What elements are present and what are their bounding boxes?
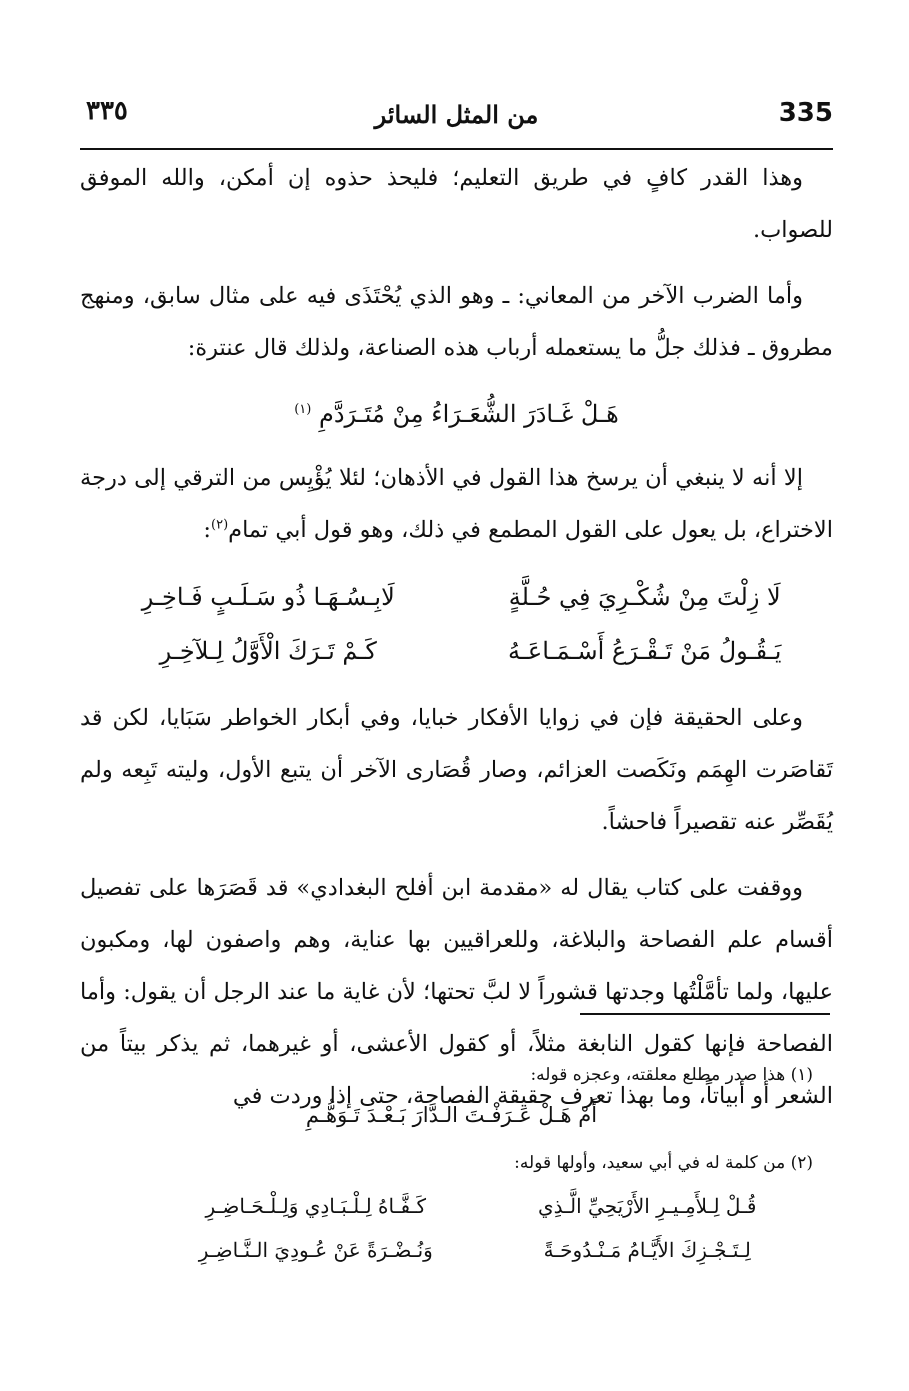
verse-line bbox=[150, 1228, 813, 1272]
paragraph-2: وأما الضرب الآخر من المعاني: ـ وهو الذي يُحْتَذَى فيه على مثال سابق، ومنهج مطروق ـ فذلك جلُّ ما يستعمله أرباب هذه الصناعة، ولذلك قال عنترة: bbox=[80, 283, 833, 361]
paragraph-5: ووقفت على كتاب يقال له «مقدمة ابن أفلح البغدادي» قد قَصَرَها على تفصيل أقسام علم الفصاحة والبلاغة، وللعراقيين بها عناية، وهم واصفون لها، ومكبون عليها، ولما تأمَّلْتُها وجدتها قشوراً لا لبَّ تحتها؛ لأن غاية ما عند الرجل أن يقول: وأما الفصاحة فإنها كقول النابغة مثلاً، أو كقول الأعشى، أو غيرهما، ثم يذكر بيتاً من الشعر أو أبياتاً، وما بهذا تعرف حقيقة الفصاحة، حتى إذا وردت في bbox=[80, 875, 833, 1109]
main-text bbox=[80, 152, 833, 1136]
verse-hemistich-second: كَـفَّـاهُ لِـلْـبَـادِي وَلِـلْـحَـاضِـرِ bbox=[205, 1194, 426, 1218]
verse-antara-text: هَـلْ غَـادَرَ الشُّعَـرَاءُ مِنْ مُتَـرَدَّمِ bbox=[318, 400, 619, 428]
paragraph-3-text: إلا أنه لا ينبغي أن يرسخ هذا القول في الأذهان؛ لئلا يُؤْيِس من الترقي إلى درجة الاختراع، بل يعول على القول المطمع في ذلك، وهو قول أبي تمام bbox=[80, 465, 833, 543]
verse-hemistich-first: لَا زِلْتَ مِنْ شُكْـرِيَ فِي حُـلَّةٍ bbox=[508, 583, 781, 611]
page-number-arabic: ٣٣٥ bbox=[86, 96, 128, 126]
paragraph-1: وهذا القدر كافٍ في طريق التعليم؛ فليحذ حذوه إن أمكن، والله الموفق للصواب. bbox=[80, 165, 833, 243]
footnote-ref-2: (٢) bbox=[211, 517, 229, 533]
paragraph-4: وعلى الحقيقة فإن في زوايا الأفكار خبايا، وفي أبكار الخواطر سَبَايا، لكن قد تَقاصَرت الهِمَم ونَكَصت العزائم، وصار قُصَارى الآخر أن يتبع الأول، وليته تَبِعه ولم يُقَصِّر عنه تقصيراً فاحشاً. bbox=[80, 705, 833, 835]
verse-line bbox=[150, 1184, 813, 1228]
verse-antara bbox=[80, 388, 833, 440]
verse-hemistich-first: قُـلْ لِـلأَمِـيـرِ الأَرْيَحِيِّ الَّـذِي bbox=[538, 1194, 757, 1218]
verse-hemistich-second: كَـمْ تَـرَكَ الْأَوَّلُ لِـلآخِـرِ bbox=[159, 637, 377, 665]
verse-hemistich-first: يَـقُـولُ مَنْ تَـقْـرَعُ أَسْـمَـاعَـهُ bbox=[508, 637, 782, 665]
footnote-1-verse: أَمْ هَـلْ عَـرَفْـتَ الـدَّارَ بَـعْـدَ تَـوَهُّـمِ bbox=[305, 1103, 598, 1127]
footnotes bbox=[150, 1060, 813, 1272]
paragraph-3 bbox=[80, 452, 833, 556]
footnote-1: (١) هذا صدر مطلع معلقته، وعجزه قوله: bbox=[530, 1065, 813, 1085]
footnote-2-verses bbox=[150, 1184, 813, 1272]
verse-hemistich-second: وَنُـضْـرَةً عَنْ عُـودِيَ الـنَّـاضِـرِ bbox=[198, 1238, 433, 1262]
paragraph-3-end: : bbox=[203, 517, 211, 543]
verse-line bbox=[80, 624, 833, 678]
running-title: من المثل السائر bbox=[374, 100, 539, 129]
verse-abu-tammam bbox=[80, 570, 833, 678]
footnote-2: (٢) من كلمة له في أبي سعيد، وأولها قوله: bbox=[514, 1153, 813, 1173]
verse-hemistich-second: لَابِـسُـهَـا ذُو سَـلَـبٍ فَـاخِـرِ bbox=[141, 583, 395, 611]
page-number-latin: 335 bbox=[778, 98, 833, 128]
footnote-ref-1: (١) bbox=[294, 402, 312, 417]
verse-hemistich-first: لِـتَـجْـزِكَ الأَيَّـامُ مَـنْـدُوحَـةً bbox=[543, 1238, 751, 1262]
page-header bbox=[80, 92, 833, 150]
footnote-separator bbox=[580, 1013, 830, 1015]
verse-line bbox=[80, 570, 833, 624]
